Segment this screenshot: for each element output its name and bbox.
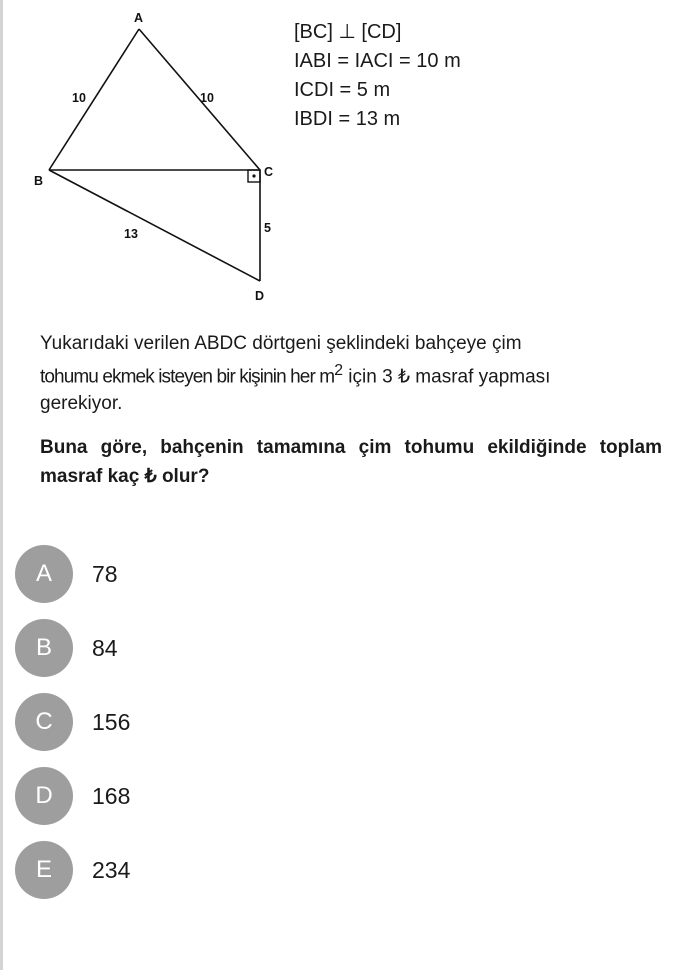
point-label-d: D xyxy=(255,289,265,303)
question-body xyxy=(40,330,662,491)
point-label-a: A xyxy=(134,11,144,25)
statement-line-2-start: tohumu ekmek isteyen bir kişinin her m xyxy=(40,366,335,388)
option-b[interactable] xyxy=(15,619,130,677)
option-a[interactable] xyxy=(15,545,130,603)
edge-bd xyxy=(49,170,260,281)
question-prompt: Buna göre, bahçenin tamamına çim tohumu ekildiğinde toplam masraf kaç ₺ olur? xyxy=(40,437,662,488)
given-bd: IBDI = 13 m xyxy=(294,108,401,130)
point-label-c: C xyxy=(264,165,274,179)
option-d[interactable] xyxy=(15,767,130,825)
given-cd: ICDI = 5 m xyxy=(294,79,391,101)
given-perpendicular: [BC] ⊥ [CD] xyxy=(294,21,402,43)
edge-label-cd: 5 xyxy=(264,221,271,235)
option-c-letter[interactable]: C xyxy=(15,693,73,751)
geometry-figure xyxy=(30,8,280,308)
option-c-value[interactable]: 156 xyxy=(92,708,131,735)
option-b-value[interactable]: 84 xyxy=(92,634,118,661)
option-b-letter[interactable]: B xyxy=(15,619,73,677)
answer-options xyxy=(15,545,130,915)
option-e-value[interactable]: 234 xyxy=(92,856,131,883)
right-angle-dot xyxy=(252,174,255,177)
option-c[interactable] xyxy=(15,693,130,751)
edge-ab xyxy=(49,29,139,170)
option-e[interactable] xyxy=(15,841,130,899)
option-d-letter[interactable]: D xyxy=(15,767,73,825)
option-a-value[interactable]: 78 xyxy=(92,560,118,587)
question-statement xyxy=(40,330,662,417)
option-a-letter[interactable]: A xyxy=(15,545,73,603)
option-d-value[interactable]: 168 xyxy=(92,782,131,809)
left-border xyxy=(0,0,3,970)
edge-label-ac: 10 xyxy=(200,91,214,105)
statement-line-2-end: için 3 ₺ masraf yapması xyxy=(343,366,551,388)
edge-label-bd: 13 xyxy=(124,227,138,241)
given-ab-ac: IABI = IACI = 10 m xyxy=(294,50,461,72)
edge-label-ab: 10 xyxy=(72,91,86,105)
statement-line-3: gerekiyor. xyxy=(40,393,123,415)
statement-line-1: Yukarıdaki verilen ABDC dörtgeni şeklindeki bahçeye çim xyxy=(40,333,522,354)
point-label-b: B xyxy=(34,174,44,188)
square-exponent: 2 xyxy=(334,362,344,379)
quadrilateral-diagram xyxy=(30,8,280,308)
given-conditions xyxy=(294,18,461,134)
statement-line-2 xyxy=(40,357,662,390)
option-e-letter[interactable]: E xyxy=(15,841,73,899)
